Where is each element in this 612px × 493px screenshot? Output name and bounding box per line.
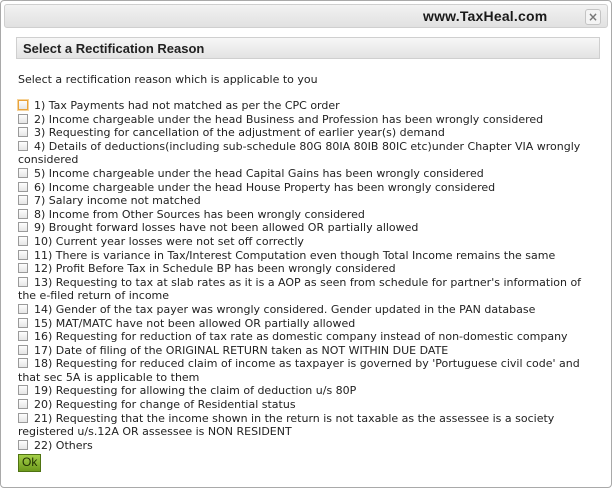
reason-checkbox-15[interactable] <box>18 318 28 328</box>
reason-item-3 <box>18 126 596 140</box>
reason-checkbox-9[interactable] <box>18 222 28 232</box>
reason-item-20 <box>18 398 596 412</box>
reason-label-19: 19) Requesting for allowing the claim of deduction u/s 80P <box>34 384 357 398</box>
reason-item-16 <box>18 330 596 344</box>
reason-label-8: 8) Income from Other Sources has been wrongly considered <box>34 207 365 221</box>
reason-item-2 <box>18 113 596 127</box>
reason-label-9: 9) Brought forward losses have not been allowed OR partially allowed <box>34 221 419 235</box>
reason-label-21: 21) Requesting that the income shown in the return is not taxable as the assessee is a society registered u/s.12A OR assessee is NON RESIDENT <box>18 411 555 439</box>
reason-item-17 <box>18 344 596 358</box>
reason-item-8 <box>18 208 596 222</box>
reason-item-12 <box>18 262 596 276</box>
reason-item-6 <box>18 181 596 195</box>
reason-checkbox-21[interactable] <box>18 413 28 423</box>
reason-checkbox-13[interactable] <box>18 277 28 287</box>
instruction-text: Select a rectification reason which is applicable to you <box>18 73 318 86</box>
reason-label-18: 18) Requesting for reduced claim of income as taxpayer is governed by 'Portuguese civil code' and that sec 5A is applicable to them <box>18 357 580 384</box>
reason-checkbox-11[interactable] <box>18 250 28 260</box>
reason-label-6: 6) Income chargeable under the head House Property has been wrongly considered <box>34 180 496 194</box>
reason-item-18 <box>18 357 596 384</box>
reason-item-15 <box>18 317 596 331</box>
reason-checkbox-12[interactable] <box>18 263 28 273</box>
reason-label-5: 5) Income chargeable under the head Capital Gains has been wrongly considered <box>34 166 484 180</box>
reason-item-19 <box>18 384 596 398</box>
reason-label-2: 2) Income chargeable under the head Business and Profession has been wrongly considered <box>34 112 544 126</box>
ok-button[interactable]: Ok <box>18 454 41 472</box>
reason-checkbox-22[interactable] <box>18 440 28 450</box>
reason-item-11 <box>18 249 596 263</box>
reason-item-21 <box>18 412 596 439</box>
reason-checkbox-20[interactable] <box>18 399 28 409</box>
dialog-titlebar <box>4 4 608 28</box>
section-header <box>16 37 600 59</box>
reason-label-1: 1) Tax Payments had not matched as per the CPC order <box>34 99 340 112</box>
reason-label-17: 17) Date of filing of the ORIGINAL RETURN taken as NOT WITHIN DUE DATE <box>34 343 449 357</box>
reason-label-14: 14) Gender of the tax payer was wrongly considered. Gender updated in the PAN database <box>34 302 536 316</box>
reason-label-13: 13) Requesting to tax at slab rates as it is a AOP as seen from schedule for partner's information of the e-filed return of income <box>18 275 582 303</box>
reason-label-22: 22) Others <box>34 438 93 452</box>
reason-checkbox-17[interactable] <box>18 345 28 355</box>
reason-checkbox-3[interactable] <box>18 127 28 137</box>
reason-item-9 <box>18 221 596 235</box>
reason-checkbox-10[interactable] <box>18 236 28 246</box>
close-button[interactable]: × <box>585 9 601 25</box>
reason-label-15: 15) MAT/MATC have not been allowed OR partially allowed <box>34 316 356 330</box>
reason-item-14 <box>18 303 596 317</box>
reason-item-13 <box>18 276 596 303</box>
reason-item-22 <box>18 439 596 453</box>
reason-checkbox-4[interactable] <box>18 141 28 151</box>
reason-checkbox-5[interactable] <box>18 168 28 178</box>
reason-item-10 <box>18 235 596 249</box>
reason-label-4: 4) Details of deductions(including sub-schedule 80G 80IA 80IB 80IC etc)under Chapter VIA wrongly considered <box>18 139 581 167</box>
reason-checkbox-2[interactable] <box>18 114 28 124</box>
reason-label-7: 7) Salary income not matched <box>34 194 201 208</box>
reason-checkbox-14[interactable] <box>18 304 28 314</box>
reason-label-16: 16) Requesting for reduction of tax rate as domestic company instead of non-domestic company <box>34 330 568 344</box>
reason-item-1 <box>18 99 596 113</box>
reason-item-4 <box>18 140 596 167</box>
reason-list <box>18 99 596 472</box>
reason-checkbox-7[interactable] <box>18 195 28 205</box>
reason-label-20: 20) Requesting for change of Residential status <box>34 398 296 412</box>
reason-checkbox-18[interactable] <box>18 358 28 368</box>
reason-item-7 <box>18 194 596 208</box>
site-name: www.TaxHeal.com <box>423 8 548 24</box>
section-title: Select a Rectification Reason <box>23 41 205 56</box>
reason-checkbox-8[interactable] <box>18 209 28 219</box>
reason-checkbox-19[interactable] <box>18 385 28 395</box>
reason-label-11: 11) There is variance in Tax/Interest Computation even though Total Income remains the same <box>34 248 556 262</box>
reason-label-3: 3) Requesting for cancellation of the adjustment of earlier year(s) demand <box>34 126 445 140</box>
reason-item-5 <box>18 167 596 181</box>
reason-checkbox-6[interactable] <box>18 182 28 192</box>
reason-label-12: 12) Profit Before Tax in Schedule BP has been wrongly considered <box>34 262 396 276</box>
reason-checkbox-16[interactable] <box>18 331 28 341</box>
reason-label-10: 10) Current year losses were not set off correctly <box>34 234 304 248</box>
reason-checkbox-1[interactable] <box>18 100 28 110</box>
